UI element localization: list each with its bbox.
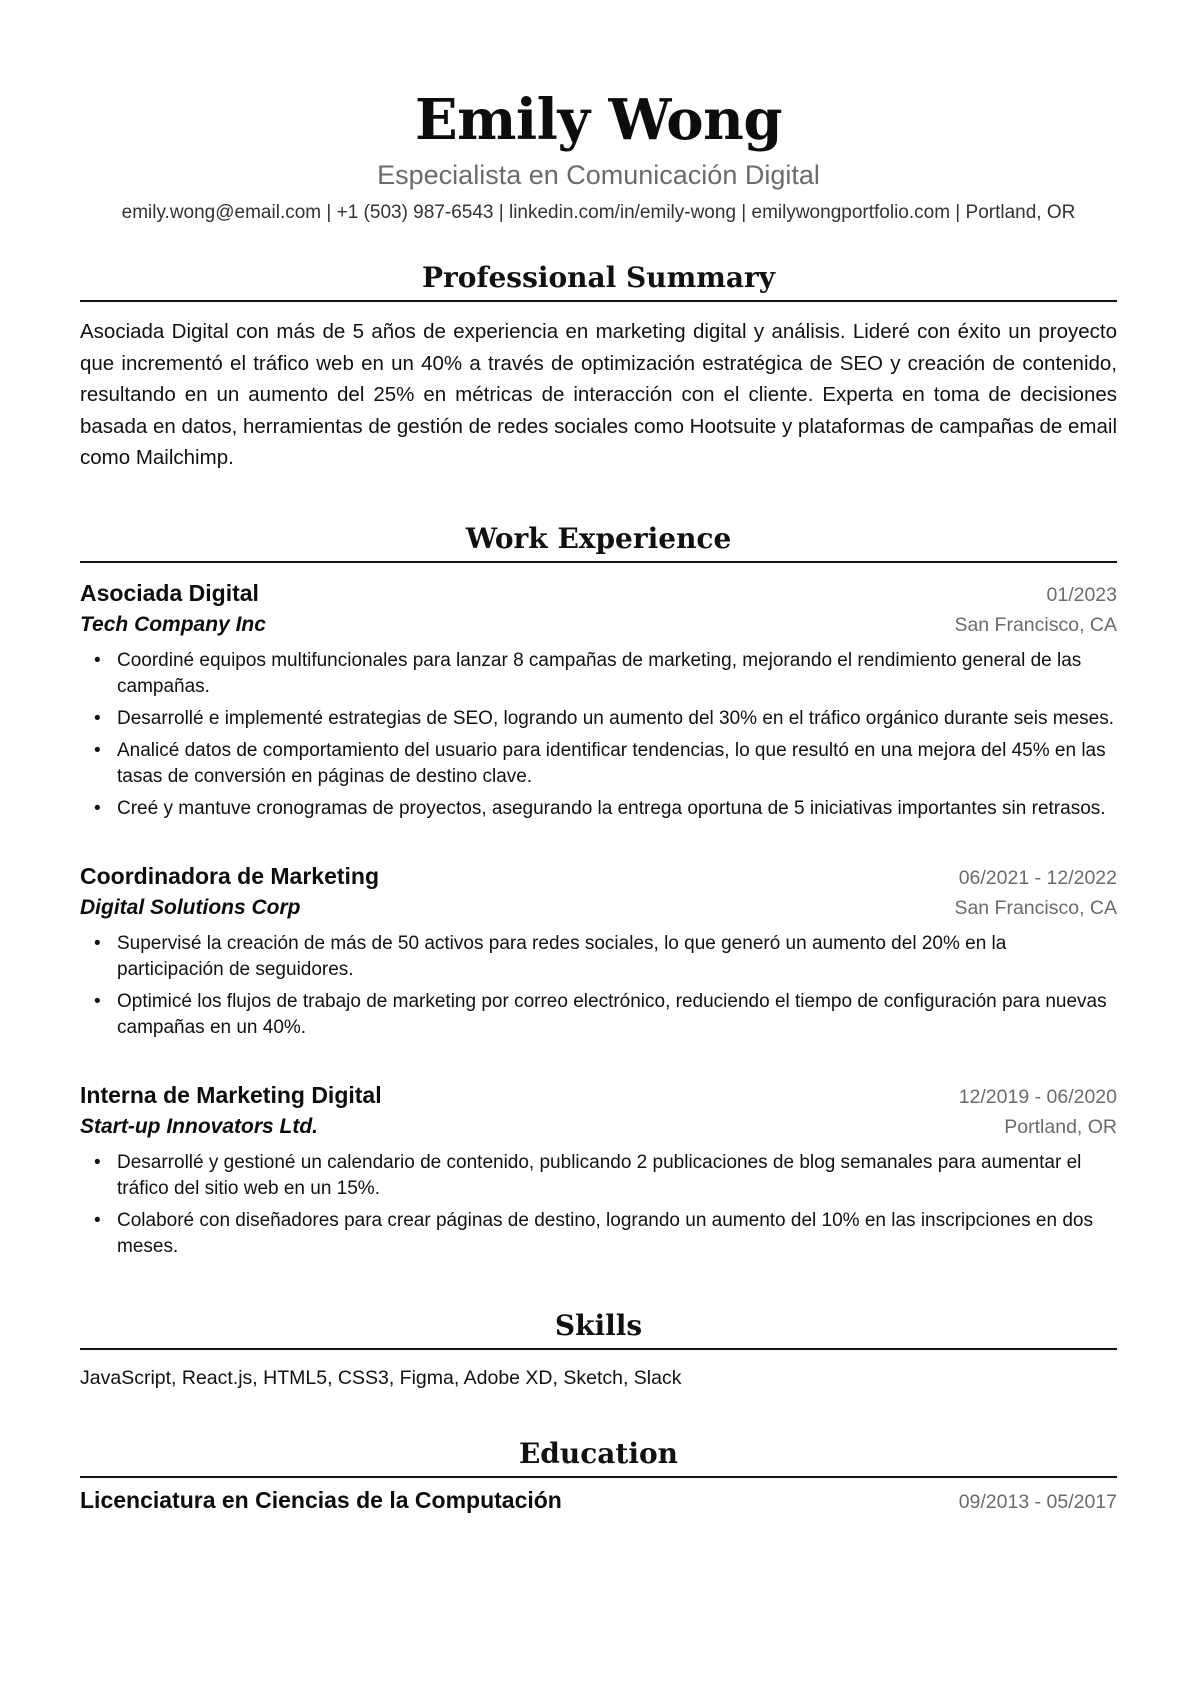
job-location: San Francisco, CA [954, 613, 1117, 636]
section-heading-skills: Skills [80, 1308, 1117, 1350]
summary-text: Asociada Digital con más de 5 años de experiencia en marketing digital y análisis. Lideré con éxito un proyecto que incrementó el tráfico web en un 40% a través de optimización estratégica de SEO y creación de contenido, resultando en un aumento del 25% en métricas de interacción con el cliente. Experta en toma de decisiones basada en datos, herramientas de gestión de redes sociales como Hootsuite y plataformas de campañas de email como Mailchimp. [80, 320, 1117, 469]
candidate-name: Emily Wong [414, 87, 783, 153]
education-date: 09/2013 - 05/2017 [958, 1490, 1117, 1513]
bullet-text: Creé y mantuve cronogramas de proyectos, asegurando la entrega oportuna de 5 iniciativas importantes sin retrasos. [117, 797, 1106, 819]
bullet-dot: • [94, 739, 101, 761]
degree-title: Licenciatura en Ciencias de la Computación [80, 1486, 562, 1513]
section-heading-summary: Professional Summary [80, 260, 1117, 302]
job-bullets [80, 1150, 1117, 1260]
job-title: Coordinadora de Marketing [80, 862, 380, 889]
job-title: Interna de Marketing Digital [80, 1081, 382, 1108]
bullet-dot: • [94, 1151, 101, 1173]
bullet-dot: • [94, 990, 101, 1012]
bullet-text: Desarrollé e implementé estrategias de SEO, logrando un aumento del 30% en el tráfico orgánico durante seis meses. [117, 707, 1114, 729]
company-name: Tech Company Inc [80, 612, 266, 636]
skills-text: JavaScript, React.js, HTML5, CSS3, Figma, Adobe XD, Sketch, Slack [80, 1366, 682, 1389]
education-entry [80, 1486, 1117, 1517]
bullet-item [80, 1150, 1117, 1202]
bullet-item [80, 796, 1117, 822]
job-location: Portland, OR [1004, 1115, 1117, 1138]
section-heading-education: Education [80, 1436, 1117, 1478]
bullet-item [80, 931, 1117, 983]
bullet-dot: • [94, 797, 101, 819]
company-name: Start-up Innovators Ltd. [80, 1114, 318, 1138]
bullet-item [80, 706, 1117, 732]
contact-line: emily.wong@email.com | +1 (503) 987-6543 | linkedin.com/in/emily-wong | emilywongportfolio.com | Portland, OR [121, 202, 1076, 223]
section-heading-work: Work Experience [80, 521, 1117, 563]
job-entry [80, 1081, 1117, 1260]
job-location: San Francisco, CA [954, 896, 1117, 919]
bullet-dot: • [94, 1209, 101, 1231]
job-date: 01/2023 [1046, 583, 1117, 606]
job-title: Asociada Digital [80, 579, 259, 606]
bullet-dot: • [94, 649, 101, 671]
bullet-item [80, 989, 1117, 1041]
job-entry [80, 579, 1117, 822]
bullet-dot: • [94, 707, 101, 729]
bullet-text: Desarrollé y gestioné un calendario de contenido, publicando 2 publicaciones de blog semanales para aumentar el tráfico del sitio web en un 15%. [117, 1151, 1082, 1199]
candidate-title: Especialista en Comunicación Digital [377, 160, 820, 190]
job-entry [80, 862, 1117, 1041]
bullet-text: Colaboré con diseñadores para crear páginas de destino, logrando un aumento del 10% en las inscripciones en dos meses. [117, 1209, 1093, 1257]
bullet-item [80, 1208, 1117, 1260]
bullet-item [80, 648, 1117, 700]
bullet-dot: • [94, 932, 101, 954]
company-name: Digital Solutions Corp [80, 895, 301, 919]
bullet-item [80, 738, 1117, 790]
bullet-text: Analicé datos de comportamiento del usuario para identificar tendencias, lo que resultó en una mejora del 45% en las tasas de conversión en páginas de destino clave. [117, 739, 1106, 787]
job-bullets [80, 648, 1117, 822]
job-bullets [80, 931, 1117, 1041]
job-date: 12/2019 - 06/2020 [958, 1085, 1117, 1108]
bullet-text: Coordiné equipos multifuncionales para lanzar 8 campañas de marketing, mejorando el rendimiento general de las campañas. [117, 649, 1082, 697]
job-date: 06/2021 - 12/2022 [958, 866, 1117, 889]
bullet-text: Optimicé los flujos de trabajo de marketing por correo electrónico, reduciendo el tiempo de configuración para nuevas campañas en un 40%. [117, 990, 1107, 1038]
resume-page [80, 0, 1117, 1517]
bullet-text: Supervisé la creación de más de 50 activos para redes sociales, lo que generó un aumento del 20% en la participación de seguidores. [117, 932, 1007, 980]
